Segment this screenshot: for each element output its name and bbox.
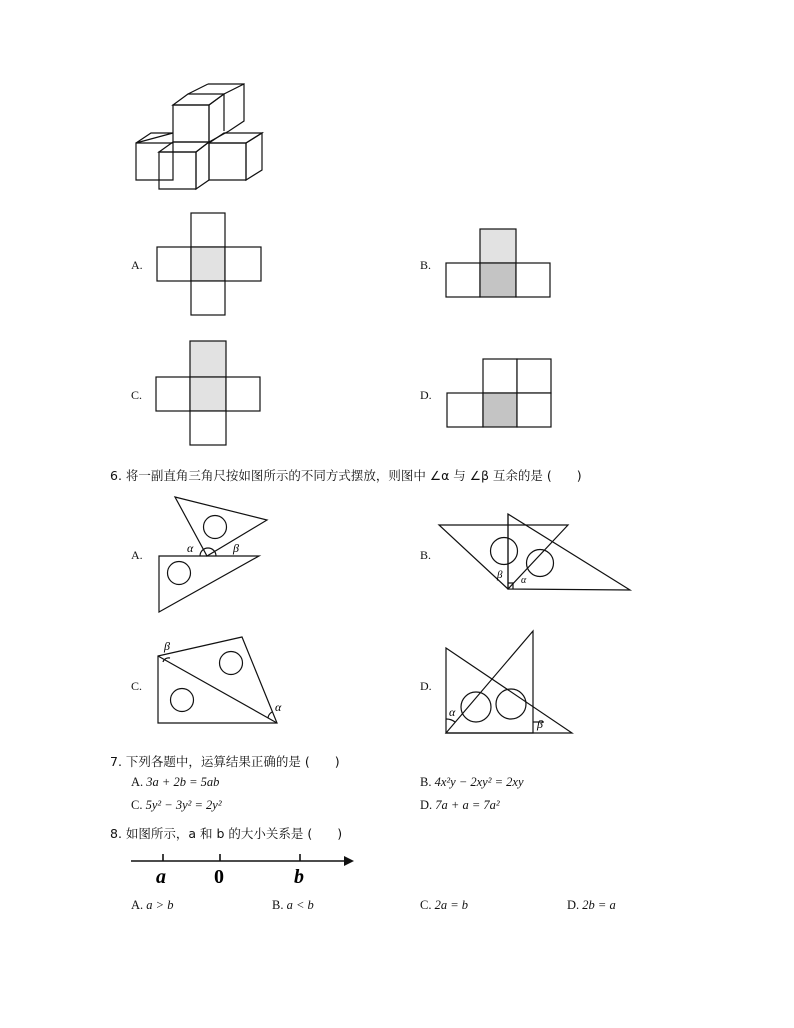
q6a-beta: β	[233, 541, 239, 555]
q8-option-c[interactable]	[420, 898, 468, 913]
q7-b-label: B.	[420, 775, 432, 789]
q8-b-label: B.	[272, 898, 284, 912]
q8-d-label: D.	[567, 898, 580, 912]
q6d-beta: β	[537, 717, 543, 731]
q5-option-a-label[interactable]: A.	[131, 258, 143, 272]
q5-net-d	[444, 356, 564, 436]
q6b-alpha: α	[521, 575, 527, 586]
q6c-beta: β	[164, 639, 170, 653]
q5-net-c	[150, 338, 270, 448]
q6-option-b-label[interactable]: B.	[420, 548, 432, 562]
q5-option-c-label[interactable]: C.	[131, 388, 143, 402]
q8-option-a[interactable]	[131, 898, 173, 913]
q7-option-d[interactable]	[420, 798, 500, 813]
q8-option-d[interactable]	[567, 898, 616, 913]
q8-stem: 8. 如图所示，a 和 b 的大小关系是 ( )	[110, 826, 343, 841]
q8-a-label: A.	[131, 898, 144, 912]
q8-c-label: C.	[420, 898, 432, 912]
q7-a-expr: 3a + 2b = 5ab	[146, 775, 220, 789]
number-line-label-a: a	[156, 866, 166, 888]
q5-option-b-label[interactable]: B.	[420, 258, 432, 272]
q7-b-expr: 4x²y − 2xy² = 2xy	[434, 775, 524, 789]
q7-c-label: C.	[131, 798, 143, 812]
q7-option-a[interactable]	[131, 775, 219, 790]
q6b-beta: β	[497, 569, 503, 581]
q6-option-c-label[interactable]: C.	[131, 679, 143, 693]
q8-b-expr: a < b	[286, 898, 314, 912]
q8-a-expr: a > b	[146, 898, 174, 912]
q7-option-b[interactable]	[420, 775, 524, 790]
q6a-alpha: α	[187, 541, 194, 555]
number-line-label-0: 0	[214, 866, 224, 888]
q5-net-b	[444, 226, 564, 306]
q8-option-b[interactable]	[272, 898, 314, 913]
q7-a-label: A.	[131, 775, 144, 789]
q5-net-a	[150, 210, 270, 320]
q8-c-expr: 2a = b	[434, 898, 469, 912]
q7-d-expr: 7a + a = 7a²	[435, 798, 500, 812]
q6d-alpha: α	[449, 705, 456, 719]
q6-stem: 6. 将一副直角三角尺按如图所示的不同方式摆放，则图中 ∠α 与 ∠β 互余的是 ( )	[110, 468, 582, 483]
number-line-label-b: b	[294, 866, 304, 888]
q6c-alpha: α	[275, 700, 282, 714]
q6-option-d-label[interactable]: D.	[420, 679, 432, 693]
q7-c-expr: 5y² − 3y² = 2y²	[145, 798, 222, 812]
q7-stem: 7. 下列各题中，运算结果正确的是 ( )	[110, 754, 340, 769]
q5-option-d-label[interactable]: D.	[420, 388, 432, 402]
q6-option-a-label[interactable]: A.	[131, 548, 143, 562]
q7-option-c[interactable]	[131, 798, 222, 813]
cube-stack-figure	[0, 0, 794, 200]
q8-d-expr: 2b = a	[582, 898, 616, 912]
q7-d-label: D.	[420, 798, 433, 812]
